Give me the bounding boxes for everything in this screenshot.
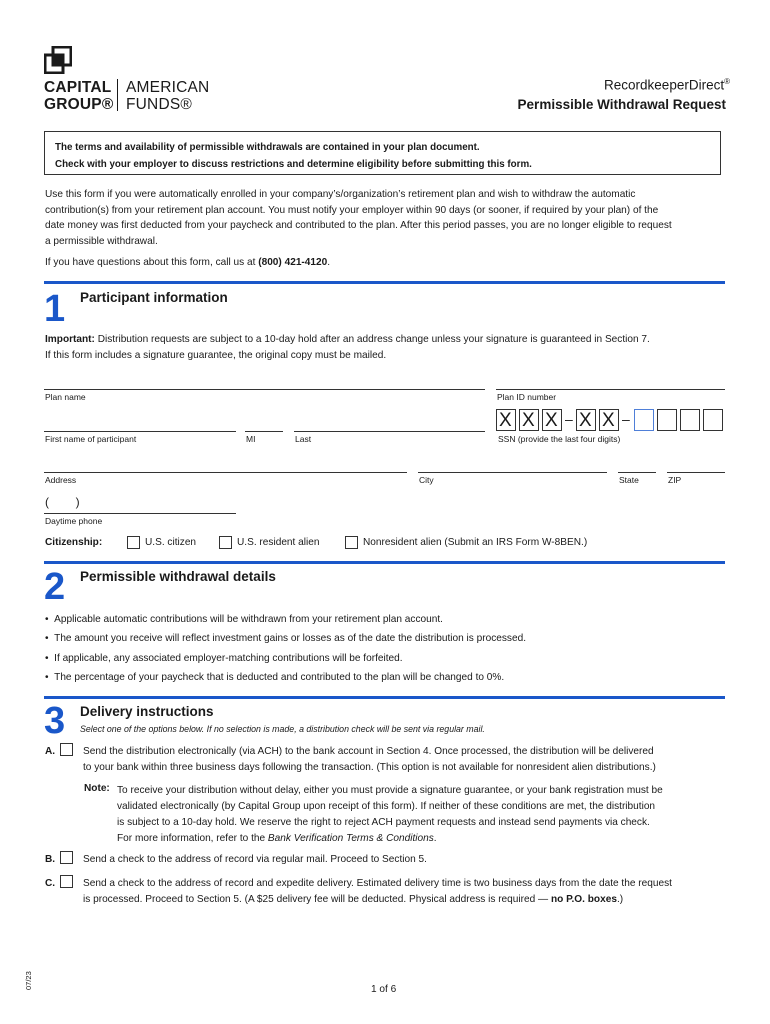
- option-a-note-text: To receive your distribution without delay, either you must provide a signature guarantee, or your bank registration must be validated electronically (by Capital Group upon receipt of this form). If neither of these conditions are met, the distribution is subject to a 10-day hold. We reserve the right to reject ACH payment requests and instead send payments via check. For more information, refer to the Bank Verification Terms & Conditions.: [117, 785, 663, 844]
- ssn-digit-box[interactable]: [657, 409, 677, 431]
- brand-american-funds: AMERICAN FUNDS®: [126, 79, 210, 113]
- option-b-letter: B.: [45, 854, 56, 865]
- section-1-title: Participant information: [80, 290, 228, 305]
- terms-line: The terms and availability of permissible withdrawals are contained in your plan document.: [55, 142, 480, 153]
- ssn-dash: –: [622, 411, 630, 427]
- state-field[interactable]: [618, 472, 656, 473]
- option-c-checkbox[interactable]: [60, 875, 73, 888]
- ssn-dash: –: [565, 411, 573, 427]
- plan-name-label: Plan name: [45, 392, 86, 402]
- section-3-rule: [44, 696, 725, 699]
- bullet-item: • Applicable automatic contributions will be withdrawn from your retirement plan account.: [45, 614, 443, 625]
- plan-id-field[interactable]: [496, 389, 725, 390]
- option-a-letter: A.: [45, 746, 56, 757]
- zip-field[interactable]: [667, 472, 725, 473]
- section-1-important: Important: Distribution requests are subject to a 10-day hold after an address change unless your signature is guaranteed in Section 7. If this form includes a signature guarantee, the original copy must be mailed.: [45, 334, 650, 361]
- address-field[interactable]: [44, 472, 407, 473]
- first-name-label: First name of participant: [45, 434, 137, 444]
- section-3-number: 3: [44, 700, 66, 742]
- ssn-mask-glyph: X: [499, 410, 512, 431]
- address-label: Address: [45, 475, 77, 485]
- ssn-mask-glyph: X: [579, 410, 592, 431]
- option-a-note-label: Note:: [84, 783, 110, 794]
- zip-label: ZIP: [668, 475, 682, 485]
- contact-phone: (800) 421-4120: [258, 257, 328, 268]
- us-resident-alien-label: U.S. resident alien: [237, 537, 320, 548]
- us-resident-alien-checkbox[interactable]: [219, 536, 232, 549]
- bullet-item: • If applicable, any associated employer-matching contributions will be forfeited.: [45, 653, 403, 664]
- section-3-subtitle: Select one of the options below. If no selection is made, a distribution check will be sent via regular mail.: [80, 724, 485, 734]
- form-title: Permissible Withdrawal Request: [517, 97, 726, 112]
- city-field[interactable]: [418, 472, 607, 473]
- daytime-phone-field[interactable]: [44, 513, 236, 514]
- form-version: 07/23: [24, 971, 33, 990]
- last-name-label: Last: [295, 434, 312, 444]
- option-a-checkbox[interactable]: [60, 743, 73, 756]
- citizenship-label: Citizenship:: [45, 537, 103, 548]
- page-number: 1 of 6: [371, 984, 397, 995]
- nonresident-alien-checkbox[interactable]: [345, 536, 358, 549]
- intro-paragraph: Use this form if you were automatically enrolled in your company’s/organization’s retirement plan and wish to withdraw the automatic contribution(s) from your retirement plan account. You must notify your employer within 90 days (or sooner, if required by your plan) of the date money was first deducted from your paycheck and contributed to the plan. After this period passes, you are no longer eligible to request a permissible withdrawal.: [45, 189, 672, 247]
- phone-area-code-parens: ( ): [45, 495, 80, 509]
- terms-line: Check with your employer to discuss restrictions and determine eligibility before submitting this form.: [55, 159, 532, 170]
- us-citizen-checkbox[interactable]: [127, 536, 140, 549]
- option-c-text: Send a check to the address of record and expedite delivery. Estimated delivery time is two business days from the date the request is processed. Proceed to Section 5. (A $25 delivery fee will be deducted. Physical address is required — no P.O. boxes.): [83, 878, 672, 905]
- ssn-input-group[interactable]: [496, 409, 726, 433]
- section-1-number: 1: [44, 288, 66, 330]
- ssn-digit-box[interactable]: [703, 409, 723, 431]
- ssn-digit-box[interactable]: [680, 409, 700, 431]
- section-1-rule: [44, 281, 725, 284]
- ssn-label: SSN (provide the last four digits): [498, 434, 621, 444]
- plan-id-label: Plan ID number: [497, 392, 557, 402]
- daytime-phone-label: Daytime phone: [45, 516, 103, 526]
- first-name-field[interactable]: [44, 431, 236, 432]
- brand-divider: [117, 79, 118, 111]
- option-b-text: Send a check to the address of record via regular mail. Proceed to Section 5.: [83, 854, 427, 865]
- ssn-digit-box[interactable]: [634, 409, 654, 431]
- terms-notice-box: [44, 131, 721, 175]
- section-2-rule: [44, 561, 725, 564]
- option-b-checkbox[interactable]: [60, 851, 73, 864]
- us-citizen-label: U.S. citizen: [145, 537, 197, 548]
- bank-verification-terms-reference: Bank Verification Terms & Conditions: [267, 833, 434, 844]
- option-c-letter: C.: [45, 878, 56, 889]
- city-label: City: [419, 475, 434, 485]
- ssn-mask-glyph: X: [545, 410, 558, 431]
- last-name-field[interactable]: [294, 431, 485, 432]
- section-2-title: Permissible withdrawal details: [80, 569, 276, 584]
- option-a-text: Send the distribution electronically (via ACH) to the bank account in Section 4. Once processed, the distribution will be delivered to your bank within three business days following the transaction. (This option is not available for nonresident alien distributions.): [83, 746, 656, 773]
- plan-name-field[interactable]: [44, 389, 485, 390]
- section-2-number: 2: [44, 566, 66, 608]
- state-label: State: [619, 475, 639, 485]
- ssn-mask-glyph: X: [522, 410, 535, 431]
- section-3-title: Delivery instructions: [80, 704, 214, 719]
- bullet-item: • The percentage of your paycheck that is deducted and contributed to the plan will be changed to 0%.: [45, 672, 505, 683]
- mi-label: MI: [246, 434, 256, 444]
- mi-field[interactable]: [245, 431, 283, 432]
- brand-capital-group: CAPITAL GROUP®: [44, 79, 114, 113]
- nonresident-alien-label: Nonresident alien (Submit an IRS Form W-8BEN.): [363, 537, 588, 548]
- bullet-item: • The amount you receive will reflect investment gains or losses as of the date the distribution is processed.: [45, 633, 526, 644]
- product-name: RecordkeeperDirect®: [604, 77, 730, 93]
- contact-line: If you have questions about this form, call us at (800) 421-4120.: [45, 257, 331, 268]
- capital-group-logo-icon: [44, 46, 72, 74]
- ssn-mask-glyph: X: [602, 410, 615, 431]
